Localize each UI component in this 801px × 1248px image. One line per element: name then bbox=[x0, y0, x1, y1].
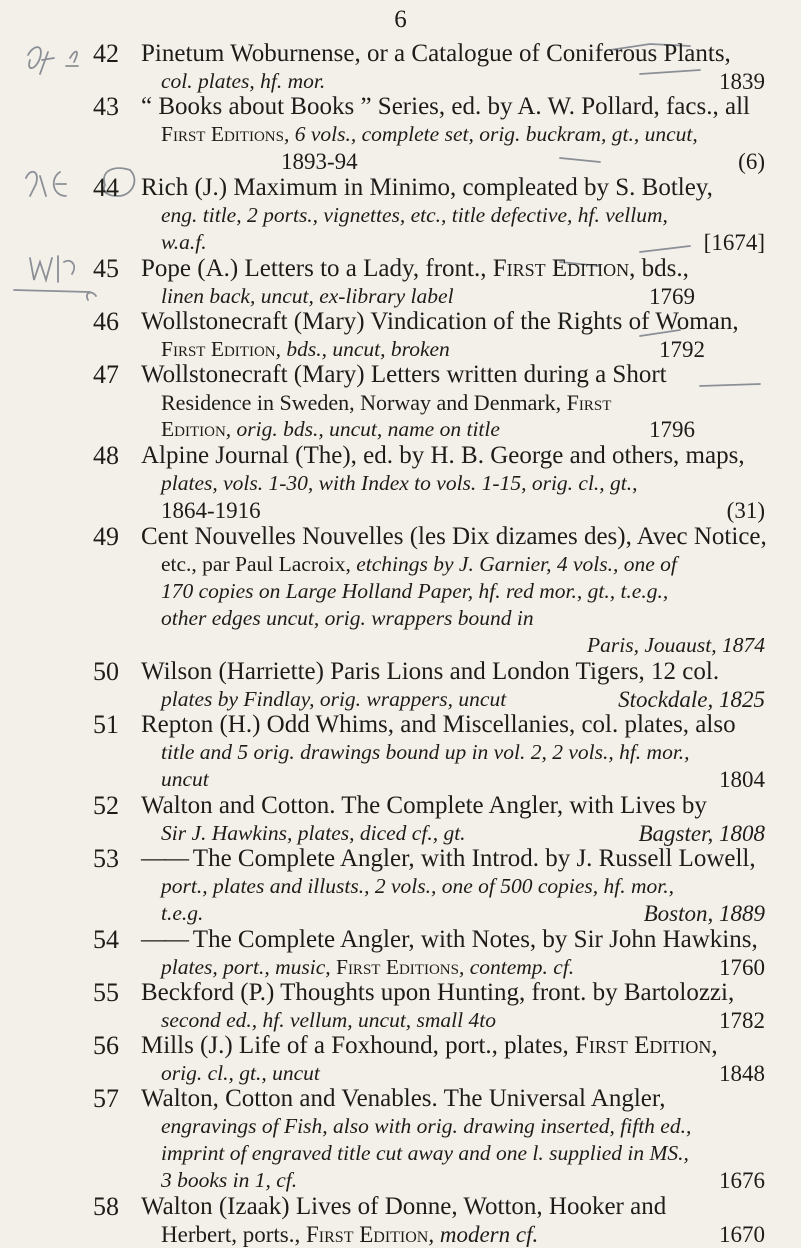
entry-punct: , bbox=[711, 1032, 718, 1059]
entry-dates: 1864-1916 bbox=[161, 498, 261, 523]
entry-title: The Complete Angler, with Notes, by Sir John Hawkins, bbox=[187, 926, 758, 953]
entry-publisher: Bagster, 1808 bbox=[638, 821, 765, 846]
entry-volumes: (31) bbox=[726, 498, 765, 523]
entry-title: Pinetum Woburnense, or a Catalogue of Coniferous Plants, bbox=[141, 40, 731, 67]
entry-description: col. plates, hf. mor. bbox=[161, 69, 326, 93]
entry-year: 1796 bbox=[649, 417, 695, 442]
lot-number: 46 bbox=[93, 307, 119, 336]
edition-label: First Editions bbox=[335, 955, 459, 979]
page-number: 6 bbox=[394, 6, 407, 33]
list-item bbox=[0, 711, 801, 792]
list-item bbox=[0, 926, 801, 979]
entry-title: Walton and Cotton. The Complete Angler, with Lives by bbox=[141, 792, 707, 819]
catalogue-entries bbox=[0, 40, 801, 1246]
lot-number: 49 bbox=[93, 522, 119, 551]
list-item bbox=[0, 1085, 801, 1193]
list-item bbox=[0, 523, 801, 658]
entry-binding: , modern cf. bbox=[428, 1222, 539, 1247]
entry-title: Mills (J.) Life of a Foxhound, port., plates, bbox=[141, 1032, 575, 1059]
entry-description: plates by Findlay, orig. wrappers, uncut bbox=[161, 687, 507, 711]
edition-label: First Edition bbox=[161, 337, 276, 361]
lot-number: 56 bbox=[93, 1031, 119, 1060]
lot-number: 58 bbox=[93, 1192, 119, 1221]
list-item bbox=[0, 442, 801, 523]
edition-label: First Editions bbox=[161, 122, 284, 146]
entry-year: 1760 bbox=[719, 955, 765, 980]
entry-description: etchings by J. Garnier, 4 vols., one of bbox=[356, 552, 677, 576]
list-item bbox=[0, 845, 801, 926]
entry-editor: etc., par Paul Lacroix, bbox=[161, 552, 357, 576]
entry-description: Herbert, ports., bbox=[161, 1222, 306, 1247]
entry-publisher: Stockdale, 1825 bbox=[618, 687, 765, 712]
entry-publisher: Boston, 1889 bbox=[643, 901, 765, 926]
entry-description-3: other edges uncut, orig. wrappers bound in bbox=[161, 606, 534, 630]
list-item bbox=[0, 658, 801, 711]
entry-publisher: Paris, Jouaust, 1874 bbox=[587, 633, 765, 657]
entry-title: Wilson (Harriette) Paris Lions and London Tigers, 12 col. bbox=[141, 658, 720, 685]
lot-number: 51 bbox=[93, 710, 119, 739]
ditto-dash: —— bbox=[141, 845, 187, 872]
entry-note: t.e.g. bbox=[161, 901, 204, 925]
edition-label: First Edition bbox=[492, 255, 630, 282]
lot-number: 44 bbox=[93, 173, 119, 202]
entry-title: Wollstonecraft (Mary) Letters written during a Short bbox=[141, 361, 667, 388]
entry-year: [1674] bbox=[703, 230, 765, 255]
list-item bbox=[0, 1193, 801, 1246]
entry-binding: , orig. bds., uncut, name on title bbox=[225, 417, 500, 441]
entry-year: 1782 bbox=[719, 1008, 765, 1033]
list-item bbox=[0, 792, 801, 845]
lot-number: 45 bbox=[93, 254, 119, 283]
entry-note: uncut bbox=[161, 767, 209, 791]
entry-year: 1670 bbox=[719, 1222, 765, 1247]
lot-number: 52 bbox=[93, 791, 119, 820]
entry-description: , 6 vols., complete set, orig. buckram, gt., uncut, bbox=[283, 122, 698, 146]
edition-label: First bbox=[566, 390, 612, 415]
list-item bbox=[0, 979, 801, 1032]
entry-title: Alpine Journal (The), ed. by H. B. George and others, maps, bbox=[141, 442, 745, 469]
list-item bbox=[0, 93, 801, 174]
entry-year: 1848 bbox=[719, 1061, 765, 1086]
entry-year: 1792 bbox=[659, 337, 705, 362]
entry-title: Cent Nouvelles Nouvelles (les Dix dizames des), Avec Notice, bbox=[141, 523, 767, 550]
entry-description: plates, vols. 1-30, with Index to vols. 1-15, orig. cl., gt., bbox=[161, 471, 638, 495]
entry-description: linen back, uncut, ex-library label bbox=[161, 284, 454, 308]
entry-title: The Complete Angler, with Introd. by J. Russell Lowell, bbox=[187, 845, 756, 872]
entry-volumes: (6) bbox=[738, 149, 765, 174]
entry-description: second ed., hf. vellum, uncut, small 4to bbox=[161, 1008, 496, 1032]
entry-title: Wollstonecraft (Mary) Vindication of the Rights of Woman, bbox=[141, 308, 739, 335]
entry-dates: 1893-94 bbox=[281, 149, 358, 174]
entry-description: port., plates and illusts., 2 vols., one of 500 copies, hf. mor., bbox=[161, 874, 675, 898]
entry-description-2: 170 copies on Large Holland Paper, hf. red mor., gt., t.e.g., bbox=[161, 579, 669, 603]
lot-number: 43 bbox=[93, 92, 119, 121]
lot-number: 57 bbox=[93, 1084, 119, 1113]
entry-description: eng. title, 2 ports., vignettes, etc., title defective, hf. vellum, bbox=[161, 203, 668, 227]
list-item bbox=[0, 1032, 801, 1085]
entry-note: w.a.f. bbox=[161, 230, 207, 254]
entry-title: “ Books about Books ” Series, ed. by A. W. Pollard, facs., all bbox=[141, 93, 750, 120]
entry-description: engravings of Fish, also with orig. drawing inserted, fifth ed., bbox=[161, 1114, 692, 1138]
lot-number: 55 bbox=[93, 978, 119, 1007]
entry-title: Beckford (P.) Thoughts upon Hunting, front. by Bartolozzi, bbox=[141, 979, 735, 1006]
entry-binding: 3 books in 1, cf. bbox=[161, 1168, 298, 1192]
entry-description: , bds., uncut, broken bbox=[275, 337, 450, 361]
entry-description: Sir J. Hawkins, plates, diced cf., gt. bbox=[161, 821, 466, 845]
edition-label-cont: Edition bbox=[161, 417, 226, 441]
list-item bbox=[0, 308, 801, 361]
list-item bbox=[0, 174, 801, 255]
entry-description: Residence in Sweden, Norway and Denmark, bbox=[161, 390, 567, 415]
entry-description-2: imprint of engraved title cut away and one l. supplied in MS., bbox=[161, 1141, 689, 1165]
lot-number: 50 bbox=[93, 657, 119, 686]
entry-year: 1804 bbox=[719, 767, 765, 792]
entry-year: 1769 bbox=[649, 284, 695, 309]
entry-description: orig. cl., gt., uncut bbox=[161, 1061, 320, 1085]
entry-title: Repton (H.) Odd Whims, and Miscellanies, col. plates, also bbox=[141, 711, 736, 738]
lot-number: 42 bbox=[93, 39, 119, 68]
entry-description: title and 5 orig. drawings bound up in vol. 2, 2 vols., hf. mor., bbox=[161, 740, 690, 764]
ditto-dash: —— bbox=[141, 926, 187, 953]
lot-number: 54 bbox=[93, 925, 119, 954]
lot-number: 47 bbox=[93, 360, 119, 389]
edition-label: First Edition bbox=[306, 1222, 429, 1247]
lot-number: 53 bbox=[93, 844, 119, 873]
list-item bbox=[0, 361, 801, 442]
entry-title: Pope (A.) Letters to a Lady, front., bbox=[141, 255, 493, 282]
edition-label: First Edition bbox=[574, 1032, 712, 1059]
entry-binding: , bds., bbox=[629, 255, 689, 282]
entry-title: Walton, Cotton and Venables. The Universal Angler, bbox=[141, 1085, 666, 1112]
list-item bbox=[0, 255, 801, 308]
list-item bbox=[0, 40, 801, 93]
entry-title: Rich (J.) Maximum in Minimo, compleated by S. Botley, bbox=[141, 174, 713, 201]
lot-number: 48 bbox=[93, 441, 119, 470]
entry-year: 1676 bbox=[719, 1168, 765, 1193]
entry-binding: , contemp. cf. bbox=[458, 955, 575, 979]
entry-year: 1839 bbox=[719, 69, 765, 94]
entry-description: plates, port., music, bbox=[161, 955, 336, 979]
entry-title: Walton (Izaak) Lives of Donne, Wotton, Hooker and bbox=[141, 1193, 667, 1220]
